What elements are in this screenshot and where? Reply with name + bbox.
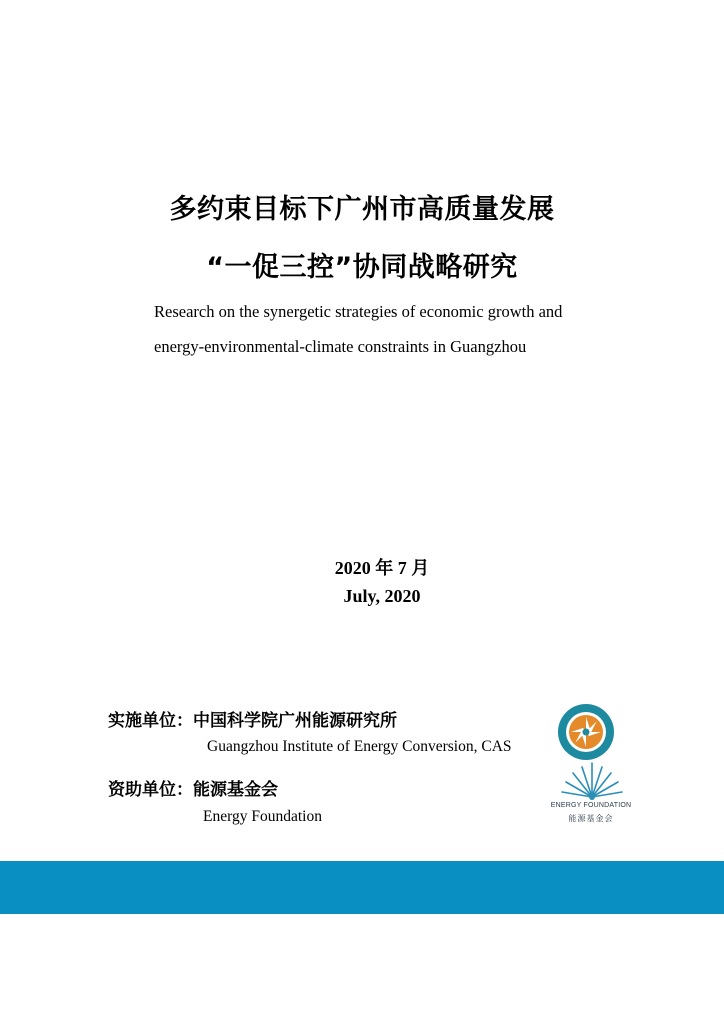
implementer-name-cn: 中国科学院广州能源研究所 [193,711,397,731]
footer-color-band [0,861,724,914]
implementer-label: 实施单位： [108,711,193,731]
giec-logo-icon [557,703,615,761]
title-english-line-2: energy-environmental-climate constraints in Guangzhou [154,337,527,356]
title-chinese-line-2: “一促三控”协同战略研究 [206,252,518,283]
title-chinese-line-1: 多约束目标下广州市高质量发展 [169,194,555,225]
date-chinese: 2020 年 7 月 [334,558,430,578]
energy-foundation-logo-text-cn: 能源基金会 [568,814,614,823]
date-english: July, 2020 [343,586,421,606]
funder-line [108,775,278,800]
funder-name-en: Energy Foundation [203,808,322,825]
energy-foundation-logo-text: ENERGY FOUNDATION [550,802,632,809]
funder-name-cn: 能源基金会 [193,780,278,800]
implementer-name-en: Guangzhou Institute of Energy Conversion, CAS [207,738,512,755]
implementer-line [108,706,397,731]
title-english-line-1: Research on the synergetic strategies of economic growth and [154,302,563,321]
funder-label: 资助单位： [108,780,193,800]
